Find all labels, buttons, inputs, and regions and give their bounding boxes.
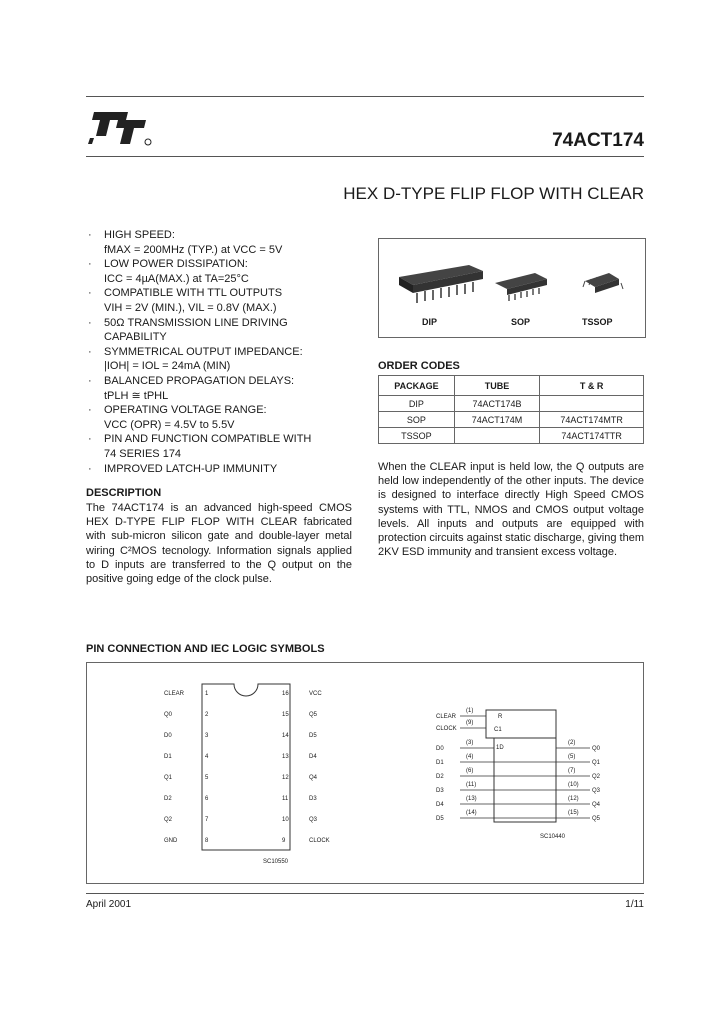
iec-output-label: Q4 xyxy=(592,802,601,808)
feature-heading: · PIN AND FUNCTION COMPATIBLE WITH xyxy=(104,433,312,446)
iec-input-pin: (1) xyxy=(466,708,474,714)
feature-detail: |IOH| = IOL = 24mA (MIN) xyxy=(104,360,231,373)
iec-output-pin: (15) xyxy=(568,810,579,816)
pin-number-left: 5 xyxy=(205,775,209,781)
pin-label-right: Q4 xyxy=(309,775,318,781)
feature-item xyxy=(86,462,356,477)
feature-heading: · OPERATING VOLTAGE RANGE: xyxy=(104,404,267,417)
pin-number-right: 16 xyxy=(282,691,289,697)
tssop-package-icon xyxy=(581,265,625,301)
pin-label-left: D1 xyxy=(164,754,172,760)
pin-number-left: 4 xyxy=(205,754,209,760)
feature-detail: VCC (OPR) = 4.5V to 5.5V xyxy=(104,418,235,431)
pin-number-left: 7 xyxy=(205,817,209,823)
iec-input-label: D0 xyxy=(436,746,444,752)
pin-number-right: 14 xyxy=(282,733,289,739)
top-rule xyxy=(86,96,644,97)
feature-item xyxy=(86,403,356,432)
tssop-label: TSSOP xyxy=(582,317,613,327)
pin-label-left: D0 xyxy=(164,733,172,739)
feature-detail: 74 SERIES 174 xyxy=(104,447,182,460)
feature-heading: · BALANCED PROPAGATION DELAYS: xyxy=(104,374,295,387)
pin-label-right: D4 xyxy=(309,754,317,760)
feature-heading: · LOW POWER DISSIPATION: xyxy=(104,258,248,271)
footer-date: April 2001 xyxy=(86,899,132,910)
iec-input-pin: (4) xyxy=(466,754,474,760)
feature-heading: · IMPROVED LATCH-UP IMMUNITY xyxy=(104,462,278,475)
iec-input-pin: (3) xyxy=(466,740,474,746)
dip-label: DIP xyxy=(422,317,438,327)
pin-label-left: Q0 xyxy=(164,712,173,718)
order-codes-title: ORDER CODES xyxy=(378,360,460,372)
pin-number-left: 8 xyxy=(205,838,209,844)
iec-output-label: Q5 xyxy=(592,816,601,822)
feature-detail: ICC = 4µA(MAX.) at TA=25°C xyxy=(104,272,249,285)
header-rule xyxy=(86,156,644,157)
sop-package-icon xyxy=(491,265,551,305)
feature-item xyxy=(86,316,356,345)
st-logo-icon xyxy=(88,106,156,148)
package-box xyxy=(378,238,646,338)
pin-diagram-label: SC10550 xyxy=(263,859,289,865)
iec-output-pin: (10) xyxy=(568,782,579,788)
table-row: DIP 74ACT174B xyxy=(379,396,644,412)
feature-item xyxy=(86,228,356,257)
feature-detail: CAPABILITY xyxy=(104,331,167,344)
pin-number-right: 15 xyxy=(282,712,289,718)
iec-input-pin: (14) xyxy=(466,810,477,816)
pin-number-right: 12 xyxy=(282,775,289,781)
pin-number-left: 1 xyxy=(205,691,209,697)
col-package: PACKAGE xyxy=(379,376,455,396)
iec-input-label: D3 xyxy=(436,788,444,794)
part-number: 74ACT174 xyxy=(552,130,644,151)
pin-number-right: 10 xyxy=(282,817,289,823)
pin-number-right: 9 xyxy=(282,838,286,844)
pin-number-right: 11 xyxy=(282,796,289,802)
iec-output-pin: (5) xyxy=(568,754,576,760)
pin-section-title: PIN CONNECTION AND IEC LOGIC SYMBOLS xyxy=(86,643,325,655)
feature-heading: · SYMMETRICAL OUTPUT IMPEDANCE: xyxy=(104,345,303,358)
iec-output-pin: (2) xyxy=(568,740,576,746)
feature-heading: · COMPATIBLE WITH TTL OUTPUTS xyxy=(104,287,283,300)
feature-detail: VIH = 2V (MIN.), VIL = 0.8V (MAX.) xyxy=(104,301,277,314)
pin-label-left: CLEAR xyxy=(164,691,185,697)
dip-pinout-diagram xyxy=(196,680,304,858)
iec-output-label: Q1 xyxy=(592,760,601,766)
iec-input-pin: (13) xyxy=(466,796,477,802)
pin-label-left: D2 xyxy=(164,796,172,802)
pin-label-right: Q5 xyxy=(309,712,318,718)
pin-label-left: Q2 xyxy=(164,817,173,823)
iec-input-label: D4 xyxy=(436,802,444,808)
feature-item xyxy=(86,286,356,315)
pin-number-right: 13 xyxy=(282,754,289,760)
iec-input-label: CLEAR xyxy=(436,714,457,720)
feature-detail: fMAX = 200MHz (TYP.) at VCC = 5V xyxy=(104,243,283,256)
iec-input-label: CLOCK xyxy=(436,726,457,732)
feature-item xyxy=(86,345,356,374)
iec-input-label: D2 xyxy=(436,774,444,780)
feature-heading: · HIGH SPEED: xyxy=(104,229,175,241)
iec-output-label: Q2 xyxy=(592,774,601,780)
iec-output-label: Q0 xyxy=(592,746,601,752)
col-tube: TUBE xyxy=(454,376,539,396)
pin-number-left: 6 xyxy=(205,796,209,802)
iec-output-label: Q3 xyxy=(592,788,601,794)
footer-rule xyxy=(86,893,644,894)
feature-detail: tPLH ≅ tPHL xyxy=(104,389,169,402)
sop-label: SOP xyxy=(511,317,531,327)
right-description-text: When the CLEAR input is held low, the Q outputs are held low independently of the other inputs. The device is designed to interface directly High Speed CMOS systems with TTL, NMOS and CMOS output voltage levels. All inputs and outputs are equipped with protection circuits against static discharge, giving them 2KV ESD immunity and transient excess voltage. xyxy=(378,461,644,559)
iec-output-pin: (7) xyxy=(568,768,576,774)
iec-diagram-label: SC10440 xyxy=(540,834,566,840)
iec-clock-label: C1 xyxy=(494,727,502,733)
iec-input-label: D1 xyxy=(436,760,444,766)
table-row: TSSOP 74ACT174TTR xyxy=(379,428,644,444)
page-subtitle: HEX D-TYPE FLIP FLOP WITH CLEAR xyxy=(343,184,644,203)
pin-label-left: Q1 xyxy=(164,775,173,781)
iec-data-label: 1D xyxy=(496,745,504,751)
iec-output-pin: (12) xyxy=(568,796,579,802)
iec-input-pin: (9) xyxy=(466,720,474,726)
feature-item xyxy=(86,257,356,286)
order-codes-table xyxy=(378,375,644,444)
feature-list xyxy=(86,228,356,476)
pin-label-right: Q3 xyxy=(309,817,318,823)
feature-item xyxy=(86,374,356,403)
pin-label-right: D5 xyxy=(309,733,317,739)
pin-label-right: D3 xyxy=(309,796,317,802)
table-row: SOP 74ACT174M 74ACT174MTR xyxy=(379,412,644,428)
feature-heading: · 50Ω TRANSMISSION LINE DRIVING xyxy=(104,316,288,329)
iec-input-pin: (6) xyxy=(466,768,474,774)
iec-input-label: D5 xyxy=(436,816,444,822)
page-number: 1/11 xyxy=(625,899,644,910)
pin-label-right: VCC xyxy=(309,691,322,697)
iec-reset-label: R xyxy=(498,714,503,720)
pin-label-left: GND xyxy=(164,838,178,844)
feature-item xyxy=(86,432,356,461)
iec-input-pin: (11) xyxy=(466,782,477,788)
pin-number-left: 2 xyxy=(205,712,209,718)
description-title: DESCRIPTION xyxy=(86,487,162,499)
pin-number-left: 3 xyxy=(205,733,209,739)
col-tr: T & R xyxy=(540,376,644,396)
dip-package-icon xyxy=(389,257,489,313)
description-text: The 74ACT174 is an advanced high-speed CMOS HEX D-TYPE FLIP FLOP WITH CLEAR fabricated with sub-micron silicon gate and double-layer metal wiring C²MOS tecnology. Information signals applied to D inputs are transferred to the Q output on the positive going edge of the clock pulse. xyxy=(86,502,352,586)
pin-label-right: CLOCK xyxy=(309,838,330,844)
